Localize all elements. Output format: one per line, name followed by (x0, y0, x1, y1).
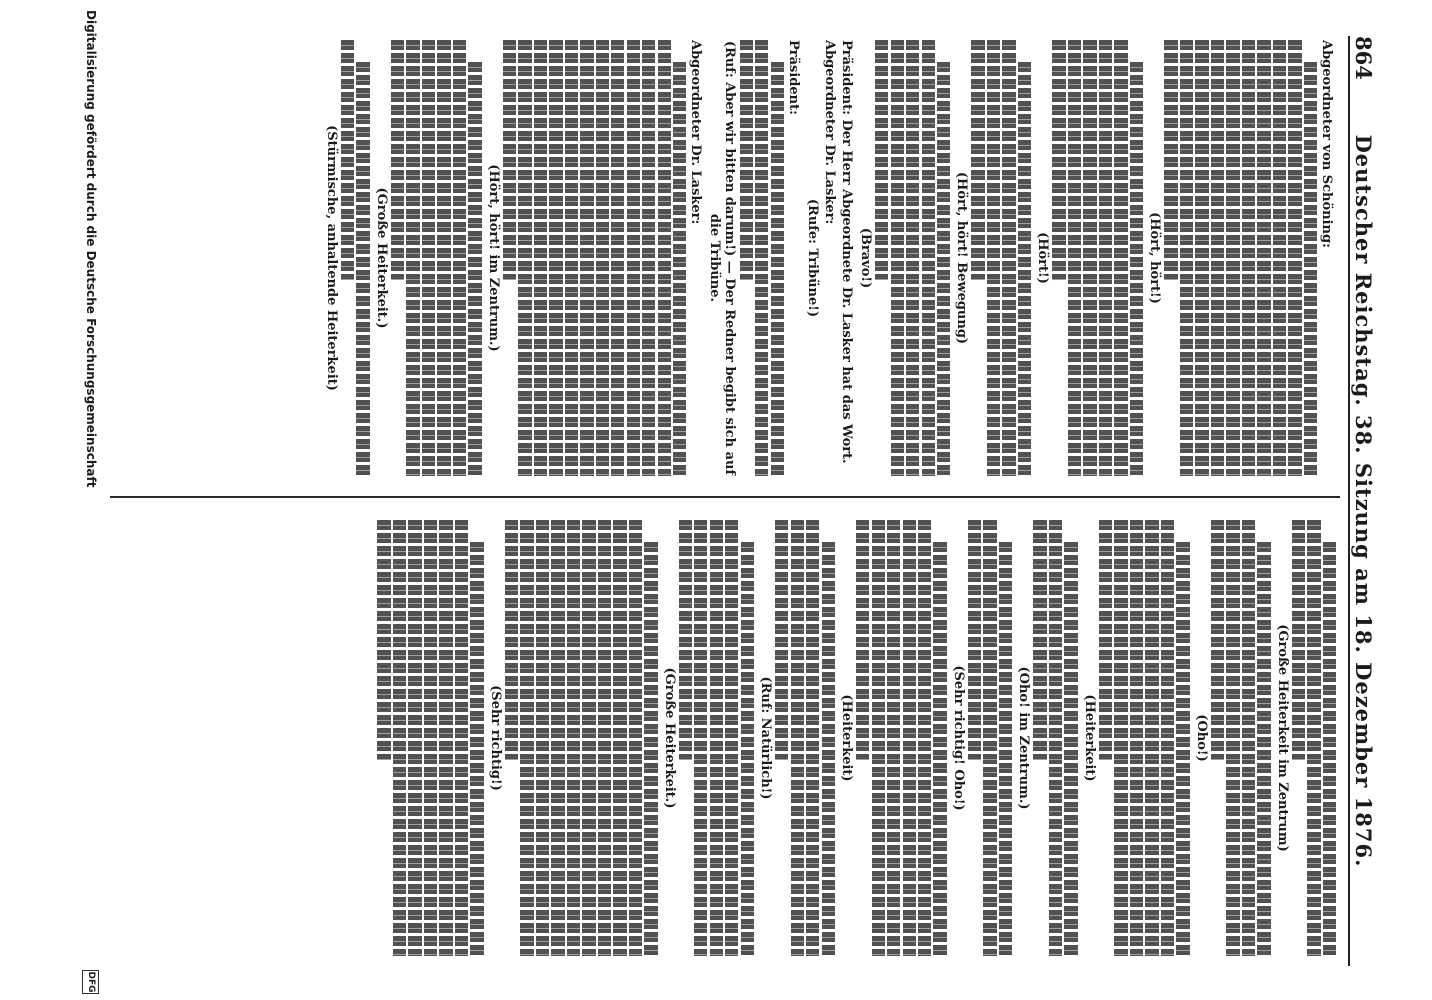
text-line (1273, 40, 1286, 476)
text-line (1083, 40, 1096, 476)
text-line (518, 40, 531, 476)
text-line (453, 40, 466, 476)
text-line (1211, 520, 1224, 760)
speaker-label-schoening: Abgeordneter von Schöning: (1319, 40, 1334, 248)
text-line (422, 40, 435, 476)
interjection: (Ruf: Aber wir bitten darum!) — Der Redner begibt sich auf die Tribüne. (707, 40, 738, 476)
text-line (596, 40, 609, 476)
text-line (1257, 542, 1270, 956)
text-line (406, 40, 419, 476)
text-line (1180, 40, 1193, 476)
text-line (1114, 40, 1127, 476)
running-title: Deutscher Reichstag. 38. Sitzung am 18. Dezember 1876. (1351, 134, 1376, 868)
text-line (437, 40, 450, 476)
text-line (1099, 520, 1112, 760)
speaker-label-lasker: Abgeordneter Dr. Lasker: (821, 40, 837, 225)
text-line (1242, 520, 1255, 956)
column-divider (110, 496, 1340, 498)
interjection: (Hört, hört! im Zentrum.) (485, 164, 501, 352)
text-line (755, 40, 768, 476)
text-line (503, 40, 516, 280)
interjection: (Hört, hört!) (1147, 212, 1163, 304)
interjection: (Hört!) (1035, 232, 1051, 284)
text-line (1288, 40, 1301, 476)
text-line (822, 542, 835, 956)
text-line (567, 520, 580, 956)
text-line (673, 62, 686, 476)
digitization-footer (80, 0, 100, 1000)
text-line (1226, 520, 1239, 956)
page-number: 864 (1351, 36, 1376, 80)
text-line (1018, 62, 1031, 476)
text-line (391, 40, 404, 280)
text-line (565, 40, 578, 476)
interjection: (Heiterkeit) (1081, 694, 1097, 782)
interjection: (Oho!) (1193, 714, 1209, 762)
text-line (1211, 40, 1224, 476)
text-line (424, 520, 437, 956)
text-line (987, 40, 1000, 476)
text-line (791, 520, 804, 956)
dfg-logo: DFG (82, 970, 99, 994)
text-line (1242, 40, 1255, 476)
text-line (1002, 40, 1015, 476)
text-line (356, 62, 369, 476)
interjection: (Rufe: Tribüne!) (804, 198, 820, 318)
interjection: (Sehr richtig!) (487, 685, 503, 791)
text-line (611, 40, 624, 476)
text-line (999, 542, 1012, 956)
president-label: Präsident: (785, 40, 801, 115)
text-line (1164, 40, 1177, 280)
text-line (1226, 40, 1239, 476)
text-line (598, 520, 611, 956)
text-line (468, 62, 481, 476)
text-line (1292, 520, 1305, 760)
text-line (377, 520, 390, 760)
interjection: (Bravo!) (857, 227, 873, 289)
text-line (505, 520, 518, 760)
text-line (741, 542, 754, 956)
text-line (1145, 520, 1158, 956)
text-line (1304, 62, 1317, 476)
text-line (644, 542, 657, 956)
text-line (740, 40, 753, 280)
text-line (887, 520, 900, 956)
right-column (126, 520, 1336, 956)
text-line (872, 520, 885, 956)
text-line (1052, 40, 1065, 280)
text-line (1068, 40, 1081, 476)
text-line (1049, 520, 1062, 956)
interjection: (Große Heiterkeit im Zentrum) (1274, 624, 1290, 852)
text-line (806, 520, 819, 956)
interjection: (Stürmische, anhaltende Heiterkeit) (323, 125, 339, 391)
text-line (580, 40, 593, 476)
text-line (922, 40, 935, 476)
text-line (1323, 542, 1336, 956)
text-line (439, 520, 452, 956)
text-line (1130, 62, 1143, 476)
interjection: (Große Heiterkeit.) (373, 187, 389, 329)
text-line (627, 40, 640, 476)
text-line (968, 520, 981, 760)
text-line (613, 520, 626, 956)
interjection: (Ruf: Natürlich!) (757, 676, 773, 800)
text-line (918, 520, 931, 956)
text-line (1195, 40, 1208, 476)
text-line (1114, 520, 1127, 956)
text-line (1064, 542, 1077, 956)
interjection: (Große Heiterkeit.) (661, 667, 677, 809)
text-line (642, 40, 655, 476)
text-line (549, 40, 562, 476)
text-line (1176, 542, 1189, 956)
interjection: (Sehr richtig! Oho!) (950, 665, 966, 811)
text-line (1307, 520, 1320, 956)
text-line (1257, 40, 1270, 476)
text-line (1033, 520, 1046, 760)
text-line (393, 520, 406, 956)
text-line (679, 520, 692, 760)
text-line (1130, 520, 1143, 956)
text-line (551, 520, 564, 956)
text-line (856, 520, 869, 760)
text-line (775, 520, 788, 760)
interjection: (Hört, hört! Bewegung) (954, 171, 970, 345)
text-line (906, 40, 919, 476)
interjection: (Oho! im Zentrum.) (1016, 666, 1032, 810)
text-line (1099, 40, 1112, 476)
text-line (934, 542, 947, 956)
interjection: (Heiterkeit) (838, 694, 854, 782)
text-line (536, 520, 549, 956)
text-line (534, 40, 547, 476)
left-column (126, 40, 1336, 476)
text-line (470, 542, 483, 956)
text-line (629, 520, 642, 956)
text-line (983, 520, 996, 956)
text-line (972, 40, 985, 280)
text-line (520, 520, 533, 956)
text-line (341, 40, 354, 280)
text-line (658, 40, 671, 476)
text-line (891, 40, 904, 476)
speaker-label-lasker-2: Abgeordneter Dr. Lasker: (688, 40, 704, 225)
text-line (408, 520, 421, 956)
text-line (725, 520, 738, 956)
digitization-credit: Digitalisierung gefördert durch die Deutsche Forschungsgemeinschaft (84, 10, 98, 488)
text-line (1161, 520, 1174, 956)
text-line (694, 520, 707, 956)
text-line (582, 520, 595, 956)
text-line (875, 40, 888, 280)
president-statement: Präsident: Der Herr Abgeordnete Dr. Lasker hat das Wort. (838, 40, 854, 464)
text-line (455, 520, 468, 956)
text-line (710, 520, 723, 956)
text-line (903, 520, 916, 956)
text-line (771, 62, 784, 476)
text-line (937, 62, 950, 476)
page-header (1348, 36, 1380, 966)
